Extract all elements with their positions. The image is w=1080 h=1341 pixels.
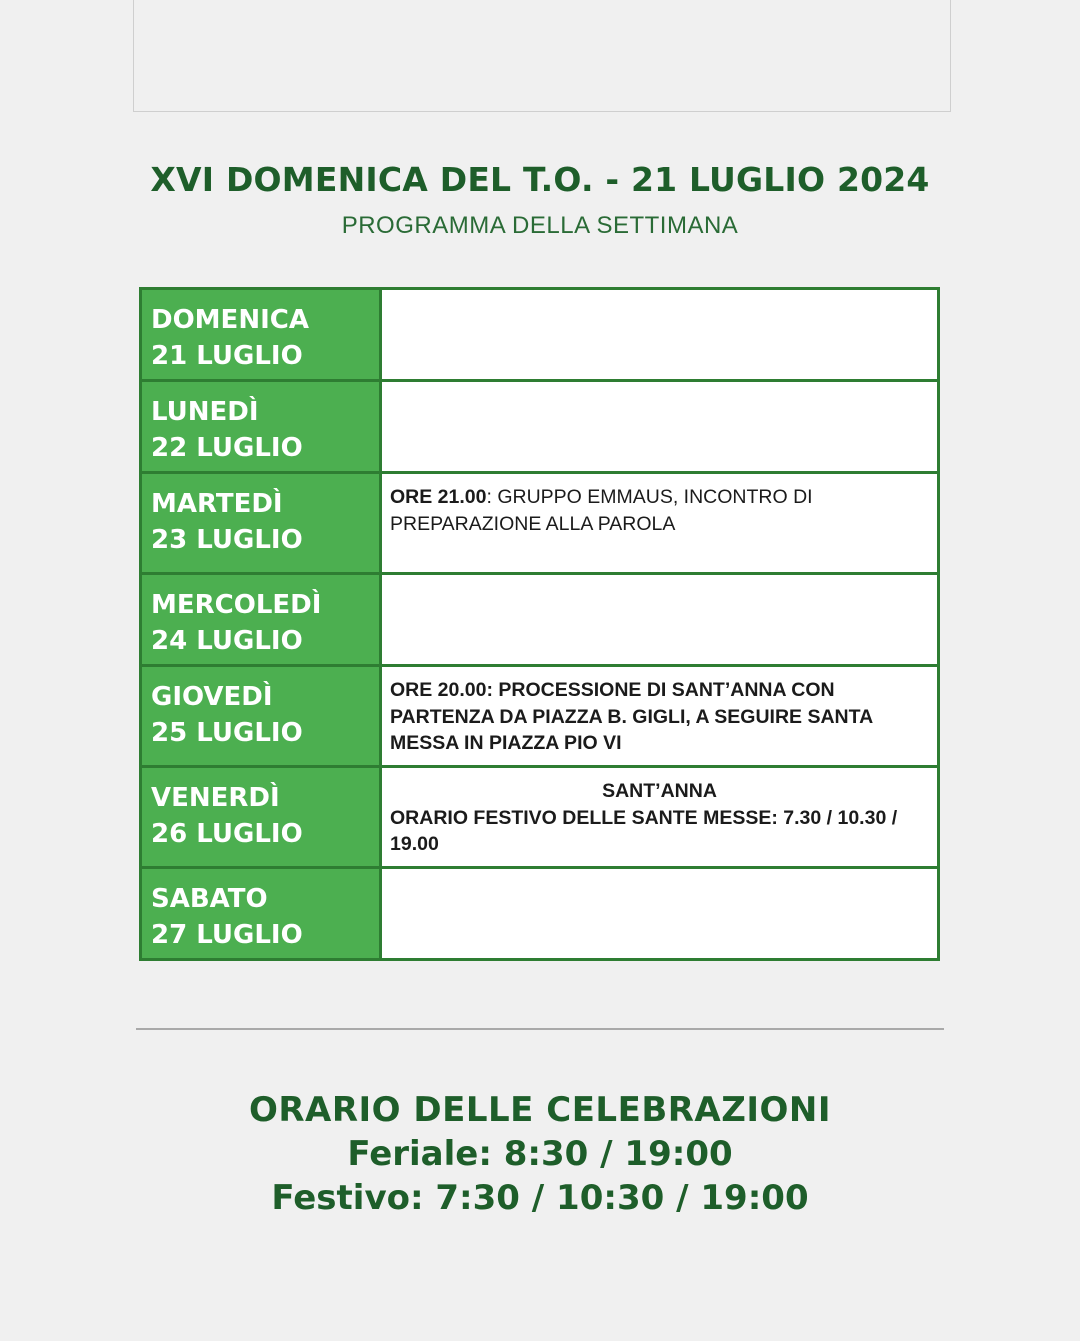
day-cell — [141, 473, 381, 574]
event-cell — [381, 289, 939, 381]
day-name: SABATO — [151, 884, 268, 914]
day-cell — [141, 767, 381, 868]
holiday-hours: Festivo: 7:30 / 10:30 / 19:00 — [271, 1178, 809, 1218]
day-cell — [141, 381, 381, 473]
event-cell — [381, 473, 939, 574]
table-row — [141, 574, 939, 666]
celebration-times — [0, 1088, 1080, 1220]
day-name: LUNEDÌ — [151, 397, 259, 427]
event-text: : GRUPPO EMMAUS, INCONTRO DI PREPARAZIONE ALLA PAROLA — [390, 486, 813, 535]
day-cell — [141, 868, 381, 960]
day-date: 26 LUGLIO — [151, 819, 303, 849]
day-cell — [141, 574, 381, 666]
weekday-hours: Feriale: 8:30 / 19:00 — [347, 1134, 733, 1174]
section-divider — [136, 1028, 944, 1030]
day-date: 25 LUGLIO — [151, 718, 303, 748]
table-row — [141, 473, 939, 574]
day-name: DOMENICA — [151, 305, 309, 335]
table-row — [141, 767, 939, 868]
top-frame — [133, 0, 951, 112]
day-date: 23 LUGLIO — [151, 525, 303, 555]
event-text: ORARIO FESTIVO DELLE SANTE MESSE: 7.30 / 10.30 / 19.00 — [390, 806, 898, 855]
celebration-heading: ORARIO DELLE CELEBRAZIONI — [248, 1090, 832, 1130]
weekly-schedule-table — [139, 287, 940, 961]
event-heading: SANT’ANNA — [602, 780, 717, 802]
page-subtitle: PROGRAMMA DELLA SETTIMANA — [341, 212, 739, 239]
day-name: VENERDÌ — [151, 783, 280, 813]
event-cell — [381, 574, 939, 666]
day-cell — [141, 289, 381, 381]
table-row — [141, 666, 939, 767]
day-name: GIOVEDÌ — [151, 682, 273, 712]
event-cell — [381, 767, 939, 868]
event-text: ORE 20.00: PROCESSIONE DI SANT’ANNA CON PARTENZA DA PIAZZA B. GIGLI, A SEGUIRE SANTA MESSA IN PIAZZA PIO VI — [390, 679, 873, 754]
table-row — [141, 381, 939, 473]
day-date: 24 LUGLIO — [151, 626, 303, 656]
table-row — [141, 868, 939, 960]
day-name: MERCOLEDÌ — [151, 590, 322, 620]
day-date: 21 LUGLIO — [151, 341, 303, 371]
day-date: 27 LUGLIO — [151, 920, 303, 950]
event-cell — [381, 381, 939, 473]
event-cell — [381, 868, 939, 960]
event-cell — [381, 666, 939, 767]
day-cell — [141, 666, 381, 767]
event-time: ORE 21.00 — [390, 486, 487, 508]
page-title: XVI DOMENICA DEL T.O. - 21 LUGLIO 2024 — [150, 160, 930, 199]
table-row — [141, 289, 939, 381]
day-name: MARTEDÌ — [151, 489, 283, 519]
day-date: 22 LUGLIO — [151, 433, 303, 463]
